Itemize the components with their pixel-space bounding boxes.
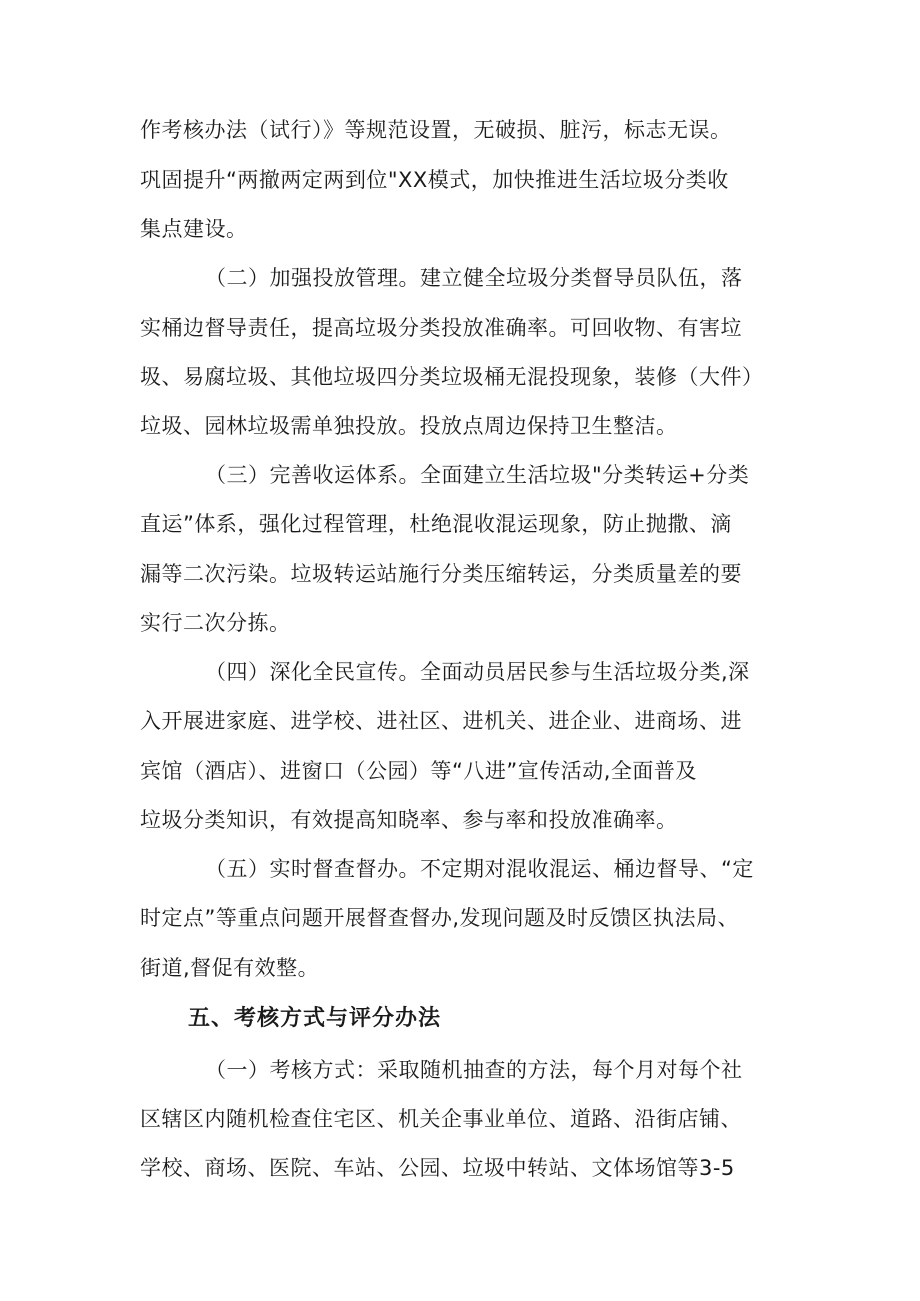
paragraph-line: 区辖区内随机检查住宅区、机关企事业单位、道路、沿街店铺、 — [140, 1107, 742, 1131]
paragraph-line: （三）完善收运体系。全面建立生活垃圾"分类转运+分类 — [205, 463, 750, 487]
paragraph-line: （五）实时督查督办。不定期对混收混运、桶边督导、“定 — [205, 857, 754, 881]
paragraph-line: （二）加强投放管理。建立健全垃圾分类督导员队伍，落 — [205, 266, 743, 290]
paragraph-line: （一）考核方式：采取随机抽查的方法，每个月对每个社 — [205, 1058, 743, 1082]
paragraph-line: 实行二次分拣。 — [140, 611, 291, 635]
paragraph-line: 街道,督促有效整。 — [140, 956, 320, 980]
paragraph-line: 圾、易腐垃圾、其他垃圾四分类垃圾桶无混投现象，装修（大件） — [140, 365, 764, 389]
paragraph-line: 学校、商场、医院、车站、公园、垃圾中转站、文体场馆等3-5 — [140, 1156, 735, 1180]
paragraph-line: 作考核办法（试行）》等规范设置，无破损、脏污，标志无误。 — [140, 118, 732, 142]
paragraph-line: 直运”体系，强化过程管理，杜绝混收混运现象，防止抛撒、滴 — [140, 512, 732, 536]
paragraph-line: 垃圾分类知识，有效提高知晓率、参与率和投放准确率。 — [140, 808, 678, 832]
paragraph-line: 漏等二次污染。垃圾转运站施行分类压缩转运，分类质量差的要 — [140, 562, 742, 586]
paragraph-line: 实桶边督导责任，提高垃圾分类投放准确率。可回收物、有害垃 — [140, 316, 742, 340]
paragraph-line: （四）深化全民宣传。全面动员居民参与生活垃圾分类,深 — [205, 660, 750, 684]
paragraph-line: 宾馆（酒店）、进窗口（公园）等“八进”宣传活动,全面普及 — [140, 759, 697, 783]
paragraph-line: 巩固提升“两撤两定两到位"XX模式，加快推进生活垃圾分类收 — [140, 168, 729, 192]
paragraph-line: 入开展进家庭、进学校、进社区、进机关、进企业、进商场、进 — [140, 709, 742, 733]
paragraph-line: 时定点”等重点问题开展督查督办,发现问题及时反馈区执法局、 — [140, 906, 740, 930]
paragraph-line: 集点建设。 — [140, 217, 248, 241]
paragraph-line: 垃圾、园林垃圾需单独投放。投放点周边保持卫生整洁。 — [140, 414, 678, 438]
section-heading: 五、考核方式与评分办法 — [188, 1006, 442, 1031]
